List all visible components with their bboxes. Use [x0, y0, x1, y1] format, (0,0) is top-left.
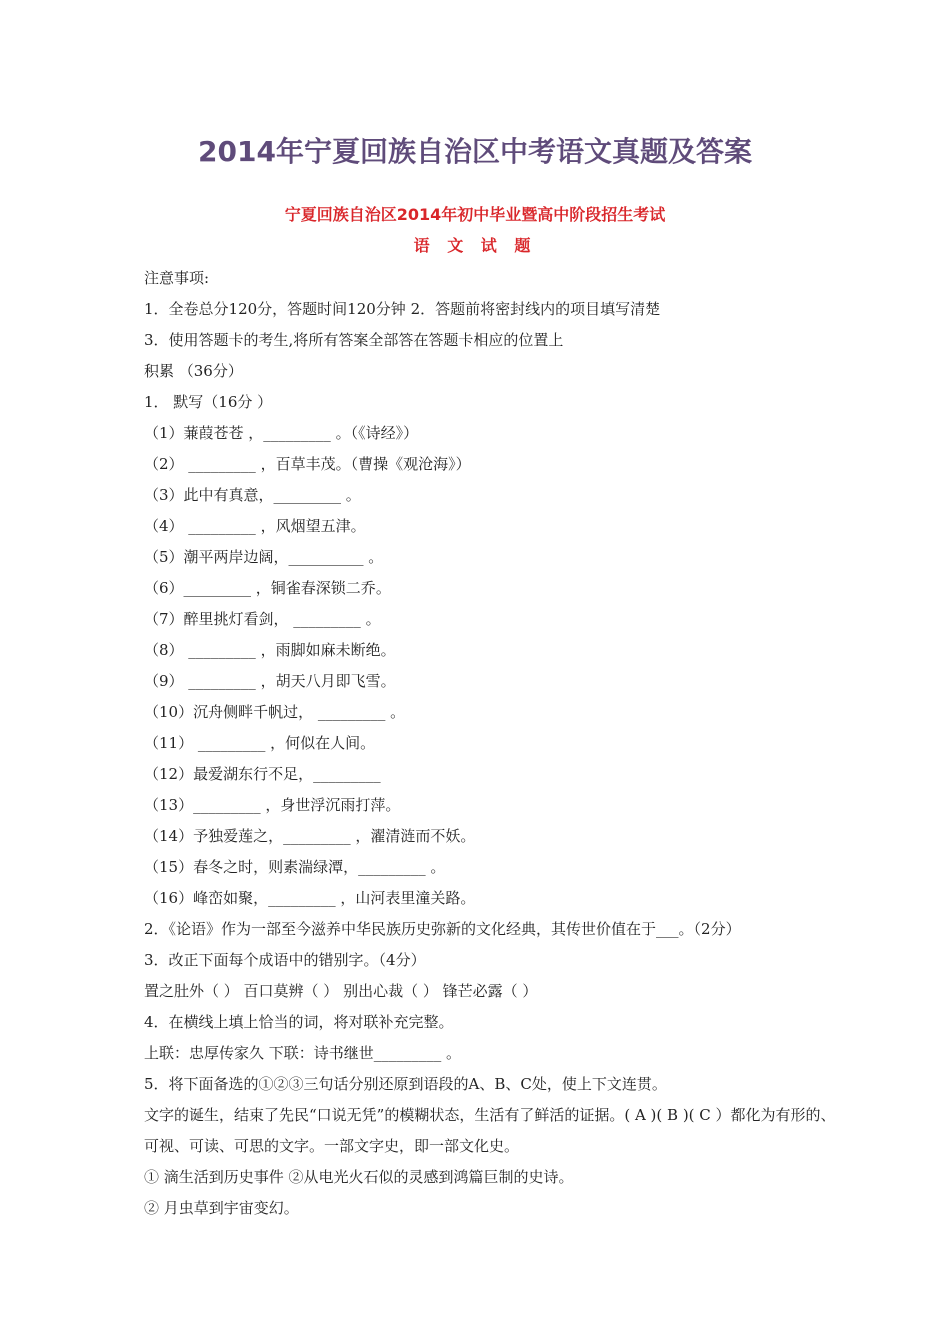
- question-3: 3．改正下面每个成语中的错别字。（4分）: [144, 951, 426, 969]
- recitation-item: （5）潮平两岸边阔，__________ 。: [144, 548, 384, 566]
- recitation-item: （10）沉舟侧畔千帆过， _________ 。: [144, 703, 406, 721]
- recitation-item: （11） _________ ，何似在人间。: [144, 734, 376, 752]
- recitation-item: （15）春冬之时，则素湍绿潭，_________ 。: [144, 858, 446, 876]
- recitation-item: （12）最爱湖东行不足，_________: [144, 765, 381, 783]
- recitation-item: （1）蒹葭苍苍 ，_________ 。（《诗经》）: [144, 424, 419, 442]
- couplet: 上联：忠厚传家久 下联：诗书继世_________ 。: [144, 1044, 462, 1062]
- notice-item: 3．使用答题卡的考生,将所有答案全部答在答题卡相应的位置上: [144, 331, 564, 349]
- recitation-item: （6）_________ ，铜雀春深锁二乔。: [144, 579, 391, 597]
- option-line: ① 滴生活到历史事件 ②从电光火石似的灵感到鸿篇巨制的史诗。: [144, 1168, 574, 1186]
- recitation-item: （8） _________ ，雨脚如麻未断绝。: [144, 641, 396, 659]
- option-line: ② 月虫草到宇宙变幻。: [144, 1199, 299, 1217]
- passage: 文字的诞生，结束了先民“口说无凭”的模糊状态，生活有了鲜活的证据。( A )( B )( C ）都化为有形的、可视、可读、可思的文字。一部文字史，即一部文化史。: [144, 1106, 836, 1155]
- question-4: 4．在横线上填上恰当的词，将对联补充完整。: [144, 1013, 454, 1031]
- exam-name: 宁夏回族自治区2014年初中毕业暨高中阶段招生考试: [284, 205, 666, 224]
- recitation-item: （16）峰峦如聚，_________ ，山河表里潼关路。: [144, 889, 476, 907]
- recitation-item: （9） _________ ，胡天八月即飞雪。: [144, 672, 396, 690]
- exam-body: [144, 263, 844, 1224]
- question-heading: 1． 默写（16分 ）: [144, 393, 273, 411]
- section-heading: 积累 （36分）: [144, 362, 243, 380]
- recitation-item: （3）此中有真意，_________ 。: [144, 486, 361, 504]
- idiom-list: 置之肚外（ ） 百口莫辨（ ） 别出心裁（ ） 锋芒必露（ ）: [144, 982, 538, 1000]
- recitation-item: （13）_________ ，身世浮沉雨打萍。: [144, 796, 401, 814]
- question-2: 2．《论语》作为一部至今滋养中华民族历史弥新的文化经典，其传世价值在于___。（2分）: [144, 920, 741, 938]
- notice-heading: 注意事项:: [144, 269, 210, 287]
- recitation-item: （14）予独爱莲之，_________ ，濯清涟而不妖。: [144, 827, 476, 845]
- recitation-item: （4） _________ ，风烟望五津。: [144, 517, 366, 535]
- document-title: 2014年宁夏回族自治区中考语文真题及答案: [198, 135, 752, 168]
- subject-title: 语 文 试 题: [413, 236, 537, 255]
- question-5: 5．将下面备选的①②③三句话分别还原到语段的A、B、C处，使上下文连贯。: [144, 1075, 667, 1093]
- recitation-item: （7）醉里挑灯看剑， _________ 。: [144, 610, 381, 628]
- recitation-item: （2） _________ ，百草丰茂。（曹操《观沧海》）: [144, 455, 471, 473]
- notice-item: 1．全卷总分120分，答题时间120分钟 2．答题前将密封线内的项目填写清楚: [144, 300, 661, 318]
